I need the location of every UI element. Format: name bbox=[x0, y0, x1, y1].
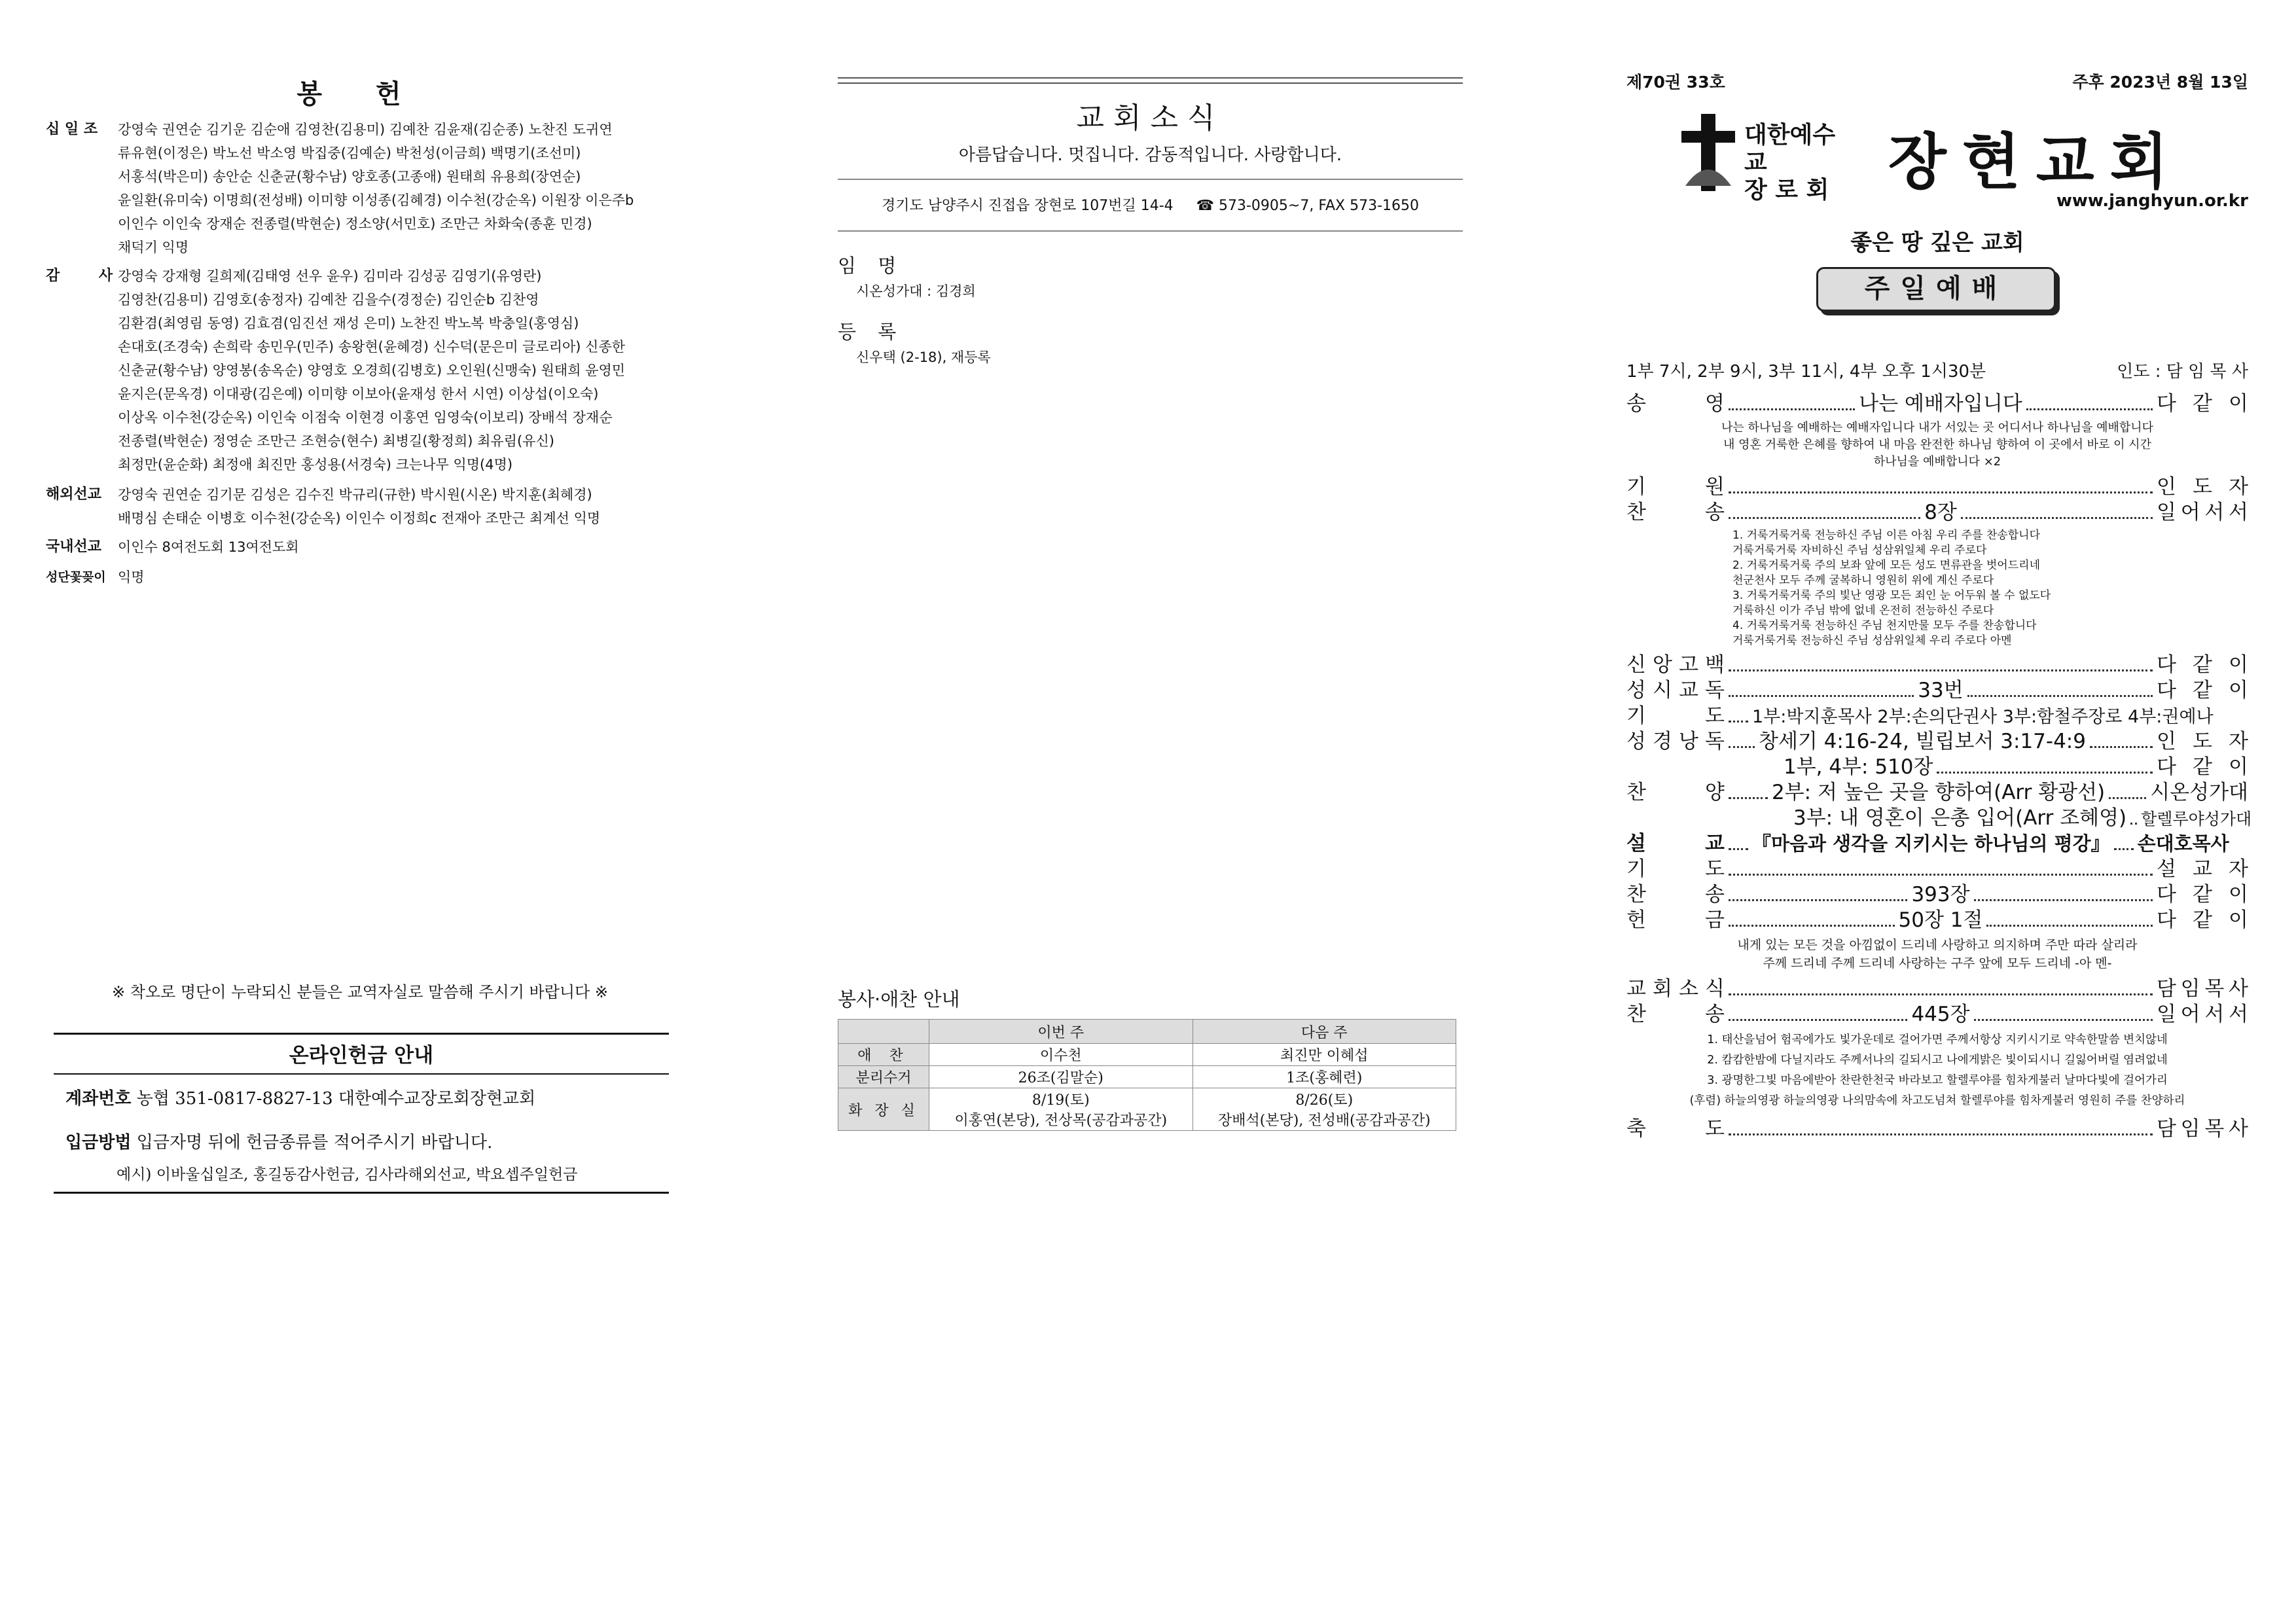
order-leader: 일 어 서 서 bbox=[2157, 1003, 2248, 1026]
offering-column bbox=[46, 0, 674, 1623]
denomination bbox=[1744, 122, 1856, 204]
order-of-worship bbox=[1626, 391, 2252, 1142]
order-label: 찬 송 bbox=[1626, 883, 1725, 906]
order-label: 기 원 bbox=[1626, 475, 1725, 499]
dot-leader bbox=[1729, 408, 1855, 410]
order-leader: 손대호목사 bbox=[2137, 832, 2229, 855]
dot-leader bbox=[1729, 874, 2153, 876]
order-item bbox=[1626, 1002, 2248, 1027]
service-table-heading: 봉사·애찬 안내 bbox=[838, 988, 960, 1010]
category-label: 국내선교 bbox=[46, 539, 102, 555]
order-item bbox=[1626, 755, 2248, 780]
dot-leader bbox=[2090, 746, 2153, 748]
order-content: 8장 bbox=[1924, 501, 1957, 524]
dot-leader bbox=[2026, 408, 2153, 410]
order-leader: 다 같 이 bbox=[2157, 755, 2248, 779]
order-leader: 설 교 자 bbox=[2157, 857, 2248, 881]
order-leader: 담 임 목 사 bbox=[2157, 977, 2248, 1001]
order-leader: 다 같 이 bbox=[2157, 679, 2248, 702]
offering-title: 봉 헌 bbox=[296, 79, 423, 109]
order-content: 1부, 4부: 510장 bbox=[1784, 755, 1933, 779]
order-item bbox=[1626, 780, 2248, 806]
order-item bbox=[1626, 1116, 2248, 1142]
lyrics-line: 천군천사 모두 주께 굴복하니 영원히 위에 계신 주로다 bbox=[1732, 574, 1994, 587]
service-times bbox=[1626, 358, 2248, 382]
name-line: 배명심 손태순 이병호 이수천(강순옥) 이인수 이정희c 전재아 조만근 최계선 익명 bbox=[118, 510, 601, 526]
dot-leader bbox=[1961, 517, 2153, 519]
dot-leader bbox=[1729, 721, 1748, 722]
order-content: 2부: 저 높은 곳을 향하여(Arr 황광선) bbox=[1772, 781, 2106, 804]
category-label: 십 일 조 bbox=[46, 121, 98, 137]
next-week-header: 다음 주 bbox=[1193, 1020, 1456, 1044]
name-line: 채덕기 익명 bbox=[118, 240, 189, 255]
lyrics-line: 2. 캄캄한밤에 다닐지라도 주께서나의 길되시고 나에게밝은 빛이되시니 길잃어버릴 염려없네 bbox=[1707, 1054, 2168, 1067]
bulletin-date: 주후 2023년 8월 13일 bbox=[2072, 73, 2248, 92]
news-title: 교회소식 bbox=[1076, 101, 1225, 135]
lyrics-line: 하나님을 예배합니다 ×2 bbox=[1873, 455, 2001, 469]
double-rule bbox=[838, 77, 1463, 84]
name-line: 전종렬(박현순) 정영순 조만근 조현승(현수) 최병길(황정희) 최유림(유신) bbox=[118, 433, 554, 449]
cell-line: 이홍연(본당), 전상목(공감과공간) bbox=[954, 1113, 1168, 1129]
name-line: 서홍석(박은미) 송안순 신춘균(황수남) 양호종(고종애) 원태희 유용희(장연순) bbox=[118, 169, 581, 185]
order-content: 창세기 4:16-24, 빌립보서 3:17-4:9 bbox=[1759, 730, 2086, 753]
account-label: 계좌번호 bbox=[65, 1089, 132, 1109]
order-label: 찬 송 bbox=[1626, 501, 1725, 524]
lyrics-block bbox=[1626, 419, 2248, 471]
order-item bbox=[1626, 806, 2252, 831]
appointment-heading: 임 명 bbox=[838, 255, 905, 277]
church-news-column bbox=[838, 0, 1463, 1623]
row-label: 화 장 실 bbox=[838, 1088, 929, 1131]
this-week-cell bbox=[929, 1088, 1193, 1131]
lyrics-line: (후렴) 하늘의영광 하늘의영광 나의맘속에 차고도넘쳐 할렐루야를 힘차게불러 영원히 주를 찬양하리 bbox=[1689, 1094, 2185, 1107]
lyrics-block bbox=[1626, 936, 2248, 972]
this-week-header: 이번 주 bbox=[929, 1020, 1193, 1044]
table-row bbox=[838, 1044, 1456, 1066]
next-week-cell: 최진만 이혜섭 bbox=[1193, 1044, 1456, 1066]
lyrics-line: 2. 거룩거룩거룩 주의 보좌 앞에 모든 성도 면류관을 벗어드리네 bbox=[1732, 559, 2040, 572]
lyrics-line: 1. 태산을넘어 험곡에가도 빛가운데로 걸어가면 주께서항상 지키시기로 약속한말씀 변치않네 bbox=[1707, 1033, 2168, 1046]
name-line: 이인수 이인숙 장재순 전종렬(박현순) 정소양(서민호) 조만근 차화숙(종훈 민경) bbox=[118, 216, 592, 232]
dot-leader bbox=[1729, 993, 2153, 995]
order-label: 신 앙 고 백 bbox=[1626, 653, 1725, 677]
lyrics-line: 거룩하신 이가 주님 밖에 없네 온전히 전능하신 주로다 bbox=[1732, 604, 1994, 617]
name-line: 최정만(윤순화) 최정애 최진만 홍성용(서경숙) 크는나무 익명(4명) bbox=[118, 457, 513, 473]
order-item bbox=[1626, 976, 2248, 1002]
online-offering-box bbox=[54, 1033, 669, 1194]
order-content: 3부: 내 영혼이 은총 입어(Arr 조혜영) bbox=[1793, 806, 2127, 830]
order-leader: 담 임 목 사 bbox=[2157, 1117, 2248, 1141]
order-item bbox=[1626, 474, 2248, 500]
order-item bbox=[1626, 882, 2248, 908]
row-label: 애 찬 bbox=[838, 1044, 929, 1066]
lyrics-line: 나는 하나님을 예배하는 예배자입니다 내가 서있는 곳 어디서나 하나님을 예배합니다 bbox=[1721, 421, 2154, 435]
online-offering-title: 온라인헌금 안내 bbox=[54, 1035, 669, 1075]
lyrics-line: 거룩거룩거룩 자비하신 주님 성삼위일체 우리 주로다 bbox=[1732, 544, 1987, 557]
this-week-cell: 26조(김말순) bbox=[929, 1066, 1193, 1088]
lyrics-block bbox=[1626, 1030, 2248, 1111]
name-line: 이인수 8여전도회 13여전도회 bbox=[118, 539, 299, 555]
table-row bbox=[838, 1066, 1456, 1088]
volume-number: 제70권 33호 bbox=[1626, 73, 1725, 92]
order-content: 나는 예배자입니다 bbox=[1859, 392, 2022, 416]
dot-leader bbox=[1729, 491, 2153, 493]
thanks-list bbox=[46, 264, 674, 476]
order-label: 찬 송 bbox=[1626, 1003, 1725, 1026]
bulletin-column bbox=[1626, 0, 2252, 1623]
lyrics-line: 내게 있는 모든 것을 아낌없이 드리네 사랑하고 의지하며 주만 따라 살리라 bbox=[1737, 938, 2138, 952]
order-item bbox=[1626, 678, 2248, 704]
name-line: 강영숙 강재형 길희제(김태영 선우 윤우) 김미라 김성공 김영기(유영란) bbox=[118, 268, 542, 284]
lyrics-line: 거룩거룩거룩 전능하신 주님 성삼위일체 우리 주로다 아멘 bbox=[1732, 634, 2012, 647]
cell-line: 8/19(토) bbox=[1031, 1092, 1090, 1109]
order-content: 50장 1절 bbox=[1898, 908, 1983, 932]
name-line: 윤지은(문옥경) 이대광(김은예) 이미향 이보아(윤재성 한서 시연) 이상섭(이오숙) bbox=[118, 386, 599, 402]
overseas-mission-list bbox=[46, 483, 674, 530]
method-text: 입금자명 뒤에 헌금종류를 적어주시기 바랍니다. bbox=[136, 1133, 493, 1152]
dot-leader bbox=[1974, 899, 2153, 901]
order-item bbox=[1626, 391, 2248, 417]
order-item bbox=[1626, 908, 2248, 933]
service-table bbox=[838, 1019, 1456, 1131]
registration-heading: 등 록 bbox=[838, 321, 905, 343]
leader-text: 인도 : 담 임 목 사 bbox=[2117, 362, 2248, 382]
category-label: 해외선교 bbox=[46, 486, 102, 503]
cell-line: 장배석(본당), 전성배(공감과공간) bbox=[1217, 1113, 1431, 1129]
order-leader: 다 같 이 bbox=[2157, 392, 2248, 416]
dot-leader bbox=[2109, 797, 2146, 799]
order-leader: 일 어 서 서 bbox=[2157, 501, 2248, 524]
dot-leader bbox=[1967, 695, 2153, 697]
order-leader: 시온성가대 bbox=[2150, 781, 2248, 804]
name-line: 강영숙 권연순 김기문 김성은 김수진 박규리(규한) 박시원(시온) 박지훈(최혜경) bbox=[118, 487, 592, 503]
order-label: 성 경 낭 독 bbox=[1626, 730, 1725, 753]
name-line: 김환겸(최영림 동영) 김효겸(임진선 재성 은미) 노찬진 박노복 박충일(홍영심) bbox=[118, 315, 579, 331]
lyrics-line: 내 영혼 거룩한 은혜를 향하여 내 마음 완전한 하나님 향하여 이 곳에서 바로 이 시간 bbox=[1723, 438, 2151, 452]
order-leader: 할렐루야성가대 bbox=[2141, 810, 2252, 829]
registration-text: 신우택 (2-18), 재등록 bbox=[856, 349, 991, 365]
order-label: 찬 양 bbox=[1626, 781, 1725, 804]
church-logo bbox=[1679, 110, 2202, 204]
website-link[interactable]: www.janghyun.or.kr bbox=[2056, 191, 2248, 211]
dot-leader bbox=[1974, 1019, 2153, 1021]
corner-cell bbox=[838, 1020, 929, 1044]
dot-leader bbox=[2114, 848, 2134, 850]
tithe-list bbox=[46, 118, 674, 259]
method-label: 입금방법 bbox=[65, 1133, 132, 1152]
next-week-cell bbox=[1193, 1088, 1456, 1131]
this-week-cell: 이수천 bbox=[929, 1044, 1193, 1066]
category-label: 감 사 bbox=[46, 268, 130, 284]
address-text: 경기도 남양주시 진접읍 장현로 107번길 14-4 bbox=[881, 198, 1174, 214]
bulletin-header bbox=[1626, 69, 2248, 93]
denomination-line: 대한예수교 bbox=[1744, 122, 1836, 176]
cell-line: 8/26(토) bbox=[1295, 1092, 1354, 1109]
next-week-cell: 1조(홍혜련) bbox=[1193, 1066, 1456, 1088]
name-line: 익명 bbox=[118, 569, 145, 585]
name-line: 윤일환(유미숙) 이명희(전성배) 이미향 이성종(김혜경) 이수천(강순옥) 이원장 이은주b bbox=[118, 192, 634, 208]
order-item bbox=[1626, 729, 2248, 755]
slogan: 좋은 땅 깊은 교회 bbox=[1850, 230, 2024, 256]
cross-icon bbox=[1679, 114, 1738, 191]
row-label: 분리수거 bbox=[838, 1066, 929, 1088]
order-label: 기 도 bbox=[1626, 857, 1725, 881]
category-label: 성단꽃꽂이 bbox=[46, 570, 106, 584]
order-leader: 인 도 자 bbox=[2157, 475, 2248, 499]
missing-names-notice: ※ 착오로 명단이 누락되신 분들은 교역자실로 말씀해 주시기 바랍니다 ※ bbox=[111, 983, 609, 1001]
name-line: 이상옥 이수천(강순옥) 이인숙 이점숙 이현경 이홍연 임영숙(이보리) 장배석 장재순 bbox=[118, 410, 613, 425]
order-content: 445장 bbox=[1911, 1003, 1970, 1026]
order-content: 1부:박지훈목사 2부:손의단권사 3부:함철주장로 4부:권예나 bbox=[1752, 707, 2214, 727]
news-subtitle: 아름답습니다. 멋집니다. 감동적입니다. 사랑합니다. bbox=[838, 141, 1463, 180]
dot-leader bbox=[1729, 1019, 1907, 1021]
lyrics-line: 3. 거룩거룩거룩 주의 빛난 영광 모든 죄인 눈 어두워 볼 수 없도다 bbox=[1732, 589, 2051, 602]
appointment-text: 시온성가대 : 김경희 bbox=[856, 283, 976, 299]
order-label: 축 도 bbox=[1626, 1117, 1725, 1141]
lyrics-line: 주께 드리네 주께 드리네 사랑하는 구주 앞에 모두 드리네 -아 멘- bbox=[1763, 956, 2112, 971]
order-label: 기 도 bbox=[1626, 704, 1725, 728]
dot-leader bbox=[2130, 823, 2137, 825]
order-label: 설 교 bbox=[1626, 832, 1725, 855]
order-label: 교 회 소 식 bbox=[1626, 977, 1725, 1001]
church-address bbox=[838, 180, 1463, 232]
dot-leader bbox=[1729, 797, 1768, 799]
order-label: 송 영 bbox=[1626, 392, 1725, 416]
order-item bbox=[1626, 652, 2248, 678]
times-text: 1부 7시, 2부 9시, 3부 11시, 4부 오후 1시30분 bbox=[1626, 362, 1986, 382]
order-label: 성 시 교 독 bbox=[1626, 679, 1725, 702]
order-item bbox=[1626, 857, 2248, 882]
order-leader: 인 도 자 bbox=[2157, 730, 2248, 753]
dot-leader bbox=[1729, 1133, 2153, 1135]
lyrics-line: 1. 거룩거룩거룩 전능하신 주님 이른 아침 우리 주를 찬송합니다 bbox=[1732, 529, 2040, 542]
order-leader: 다 같 이 bbox=[2157, 653, 2248, 677]
lyrics-line: 4. 거룩거룩거룩 전능하신 주님 천지만물 모두 주를 찬송합니다 bbox=[1732, 619, 2037, 632]
order-label: 헌 금 bbox=[1626, 908, 1725, 932]
lyrics-line: 3. 광명한그빛 마음에받아 찬란한천국 바라보고 할렐루야를 힘차게불러 날마다빛에 걸어가리 bbox=[1707, 1074, 2168, 1087]
dot-leader bbox=[1729, 848, 1748, 850]
lyrics-block bbox=[1732, 528, 2248, 649]
order-item bbox=[1626, 831, 2248, 857]
dot-leader bbox=[1729, 669, 2153, 671]
table-row bbox=[838, 1088, 1456, 1131]
order-content: 33번 bbox=[1918, 679, 1964, 702]
account-number: 농협 351-0817-8827-13 대한예수교장로회장현교회 bbox=[136, 1089, 536, 1109]
dot-leader bbox=[1729, 899, 1907, 901]
dot-leader bbox=[1729, 925, 1895, 927]
order-content: 393장 bbox=[1911, 883, 1970, 906]
dot-leader bbox=[1729, 746, 1755, 748]
order-item bbox=[1626, 704, 2248, 729]
dot-leader bbox=[1729, 695, 1914, 697]
dot-leader bbox=[1986, 925, 2153, 927]
denomination-line: 장 로 회 bbox=[1744, 177, 1829, 204]
phone-text: ☎ 573-0905~7, FAX 573-1650 bbox=[1196, 198, 1420, 214]
service-title-badge: 주일예배 bbox=[1816, 267, 2056, 312]
domestic-mission-list bbox=[46, 535, 674, 559]
dot-leader bbox=[1937, 772, 2153, 774]
order-item bbox=[1626, 500, 2248, 526]
name-line: 류유현(이정은) 박노선 박소영 박집중(김예순) 박천성(이금희) 백명기(조선미) bbox=[118, 145, 581, 161]
name-line: 신춘균(황수남) 양영봉(송옥순) 양영호 오경희(김병호) 오인원(신맹숙) 원태희 윤영민 bbox=[118, 363, 626, 378]
order-leader: 다 같 이 bbox=[2157, 908, 2248, 932]
name-line: 강영숙 권연순 김기운 김순애 김영찬(김용미) 김예찬 김윤재(김순종) 노찬진 도귀연 bbox=[118, 122, 613, 137]
order-leader: 다 같 이 bbox=[2157, 883, 2248, 906]
dot-leader bbox=[1729, 517, 1920, 519]
name-line: 손대호(조경숙) 손희락 송민우(민주) 송왕현(윤혜경) 신수덕(문은미 글로리아) 신종한 bbox=[118, 339, 626, 355]
church-name: 장현교회 bbox=[1888, 126, 2184, 197]
method-example: 예시) 이바울십일조, 홍길동감사헌금, 김사라해외선교, 박요셉주일헌금 bbox=[117, 1166, 578, 1183]
order-content: 『마음과 생각을 지키시는 하나님의 평강』 bbox=[1752, 832, 2110, 855]
name-line: 김영찬(김용미) 김영호(송정자) 김예찬 김을수(경정순) 김인순b 김찬영 bbox=[118, 292, 539, 308]
altar-flower-list bbox=[46, 565, 674, 589]
